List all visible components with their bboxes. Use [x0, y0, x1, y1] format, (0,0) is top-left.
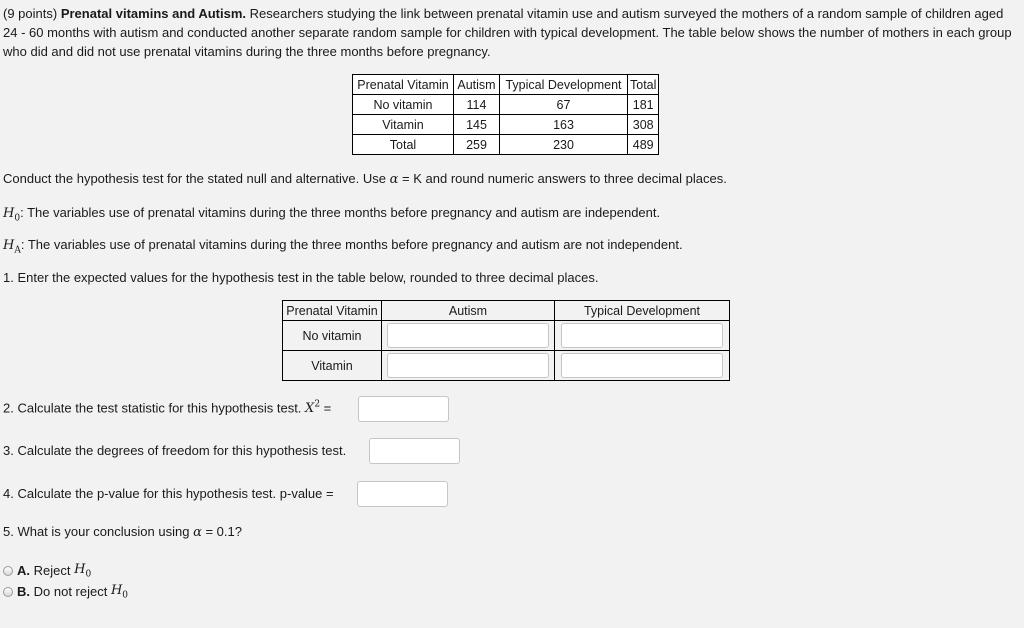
radio-a[interactable] [3, 566, 13, 576]
option-b-letter: B. [17, 584, 30, 600]
chi-square-symbol: $X^2$ [305, 400, 321, 417]
expected-values-table [282, 300, 730, 381]
row-label: No vitamin [283, 321, 382, 351]
table-cell [382, 321, 555, 351]
alpha-symbol: α [389, 172, 399, 187]
table-cell: 181 [628, 95, 659, 115]
question-1: 1. Enter the expected values for the hypothesis test in the table below, rounded to three decimal places. [3, 270, 599, 285]
header-cell: Prenatal Vitamin [353, 75, 454, 95]
expected-novitamin-typical-input[interactable] [561, 323, 723, 348]
instructions-post: = K and round numeric answers to three decimal places. [402, 171, 727, 186]
table-cell: 259 [454, 135, 500, 155]
header-cell: Autism [454, 75, 500, 95]
h0-symbol: $H_0$ [110, 583, 129, 601]
instructions-pre: Conduct the hypothesis test for the stated null and alternative. Use [3, 171, 387, 186]
ha-symbol: $H_A$ [3, 238, 21, 256]
table-cell [382, 351, 555, 381]
table-header-row [283, 301, 730, 321]
question-5: 5. What is your conclusion using α = 0.1? [3, 524, 242, 540]
table-cell: 145 [454, 115, 500, 135]
h0-symbol: $H_0$ [3, 206, 21, 224]
option-a-letter: A. [17, 563, 30, 579]
null-hypothesis [3, 205, 660, 224]
alpha-symbol: α [193, 525, 202, 540]
header-cell: Typical Development [500, 75, 628, 95]
option-b[interactable] [3, 583, 128, 601]
h0-symbol: $H_0$ [74, 562, 92, 580]
question-4: 4. Calculate the p-value for this hypothesis test. p-value = [3, 486, 334, 501]
row-label: Vitamin [283, 351, 382, 381]
expected-vitamin-typical-input[interactable] [561, 353, 723, 378]
option-a-text: Reject [33, 563, 71, 579]
alternative-hypothesis [3, 237, 683, 256]
instructions [3, 171, 727, 187]
header-cell: Total [628, 75, 659, 95]
table-row [283, 351, 730, 381]
expected-novitamin-autism-input[interactable] [387, 323, 549, 348]
table-cell: 67 [500, 95, 628, 115]
option-a[interactable] [3, 562, 91, 580]
question-2: 2. Calculate the test statistic for this hypothesis test. $X^2$ = [3, 400, 332, 417]
table-cell: 308 [628, 115, 659, 135]
header-cell: Prenatal Vitamin [283, 301, 382, 321]
p-value-input[interactable] [357, 481, 448, 507]
ha-text: : The variables use of prenatal vitamins during the three months before pregnancy and autism are not independent. [20, 237, 683, 252]
degrees-of-freedom-input[interactable] [369, 438, 460, 464]
table-cell: Vitamin [353, 115, 454, 135]
table-row [283, 321, 730, 351]
table-cell: Total [353, 135, 454, 155]
table-row [353, 95, 659, 115]
table-cell [555, 321, 730, 351]
radio-b[interactable] [3, 587, 13, 597]
points-label: (9 points) [3, 6, 58, 21]
table-row [353, 115, 659, 135]
header-cell: Autism [382, 301, 555, 321]
table-cell: 114 [454, 95, 500, 115]
problem-statement [3, 4, 1018, 61]
problem-description: Researchers studying the link between prenatal vitamin use and autism surveyed the mothers of a random sample of children aged 24 - 60 months with autism and conducted another separate random sample for children with typical development. The table below shows the number of mothers in each group who did and did not use prenatal vitamins during the three months before pregnancy. [3, 6, 1012, 59]
option-b-text: Do not reject [33, 584, 108, 600]
question-3: 3. Calculate the degrees of freedom for this hypothesis test. [3, 443, 347, 458]
expected-vitamin-autism-input[interactable] [387, 353, 549, 378]
table-cell: 489 [628, 135, 659, 155]
table-cell: 230 [500, 135, 628, 155]
observed-counts-table [352, 74, 659, 155]
table-header-row [353, 75, 659, 95]
table-cell: 163 [500, 115, 628, 135]
table-row [353, 135, 659, 155]
table-cell [555, 351, 730, 381]
header-cell: Typical Development [555, 301, 730, 321]
problem-title: Prenatal vitamins and Autism. [60, 6, 247, 21]
test-statistic-input[interactable] [358, 396, 449, 422]
h0-text: : The variables use of prenatal vitamins during the three months before pregnancy and autism are independent. [20, 205, 661, 220]
table-cell: No vitamin [353, 95, 454, 115]
